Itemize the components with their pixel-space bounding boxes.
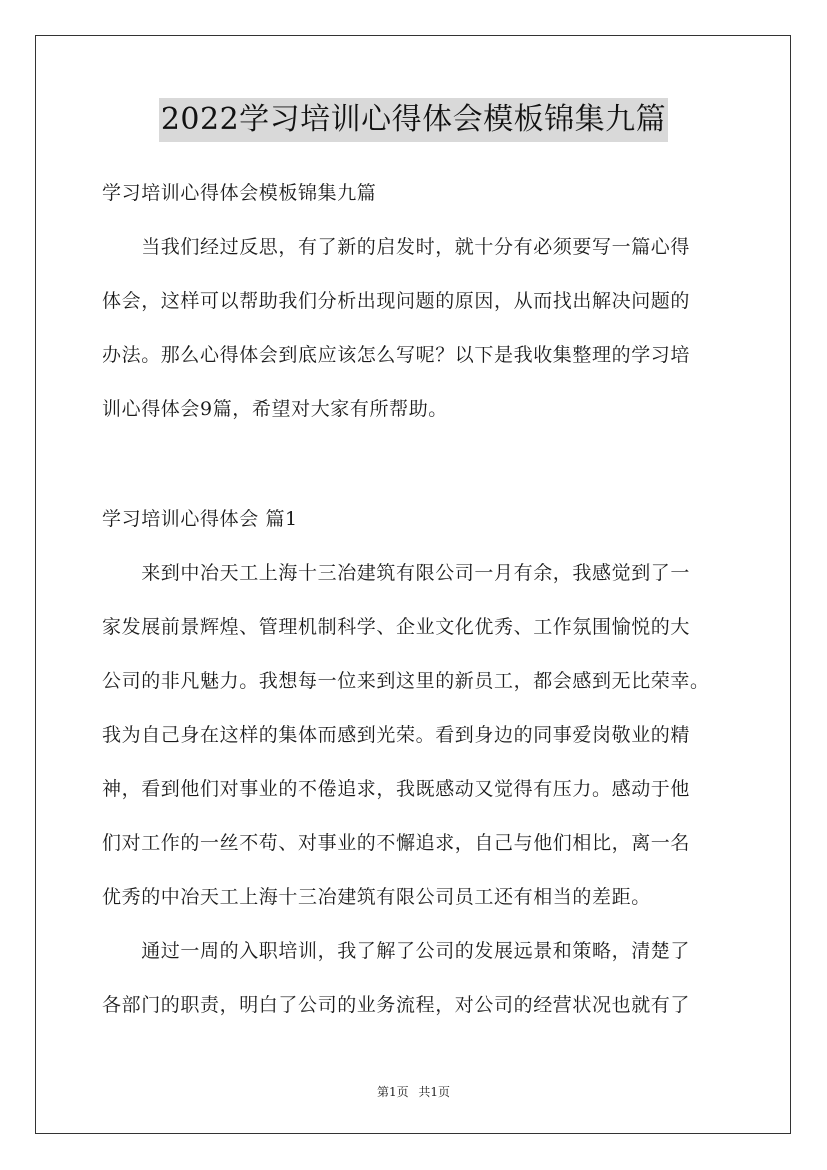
body-line: 神，看到他们对事业的不倦追求，我既感动又觉得有压力。感动于他 [102,778,691,800]
body-line: 优秀的中冶天工上海十三冶建筑有限公司员工还有相当的差距。 [102,886,651,908]
body-line: 来到中冶天工上海十三冶建筑有限公司一月有余，我感觉到了一 [102,562,691,584]
document-title: 2022学习培训心得体会模板锦集九篇 [159,98,668,142]
document-subtitle: 学习培训心得体会模板锦集九篇 [102,182,377,204]
page-footer [0,1084,827,1100]
title-container [0,98,827,142]
body-line: 我为自己身在这样的集体而感到光荣。看到身边的同事爱岗敬业的精 [102,724,691,746]
page-total: 共1页 [418,1085,451,1099]
intro-line: 训心得体会9篇，希望对大家有所帮助。 [102,398,448,420]
intro-line: 办法。那么心得体会到底应该怎么写呢？以下是我收集整理的学习培 [102,344,691,366]
body-line: 各部门的职责，明白了公司的业务流程，对公司的经营状况也就有了 [102,994,691,1016]
intro-line: 当我们经过反思，有了新的启发时，就十分有必须要写一篇心得 [102,236,691,258]
page-number: 第1页 [376,1085,409,1099]
section-heading: 学习培训心得体会 篇1 [102,508,298,530]
body-line: 通过一周的入职培训，我了解了公司的发展远景和策略，清楚了 [102,940,691,962]
body-line: 们对工作的一丝不苟、对事业的不懈追求，自己与他们相比，离一名 [102,832,691,854]
body-line: 家发展前景辉煌、管理机制科学、企业文化优秀、工作氛围愉悦的大 [102,616,691,638]
intro-line: 体会，这样可以帮助我们分析出现问题的原因，从而找出解决问题的 [102,290,691,312]
body-line: 公司的非凡魅力。我想每一位来到这里的新员工，都会感到无比荣幸。 [102,670,710,692]
